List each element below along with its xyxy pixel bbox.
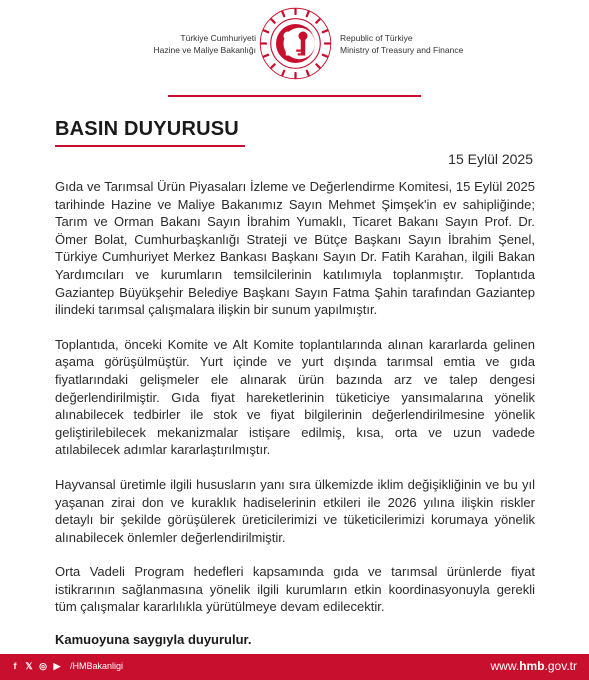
facebook-icon[interactable]: f [13,661,17,671]
header-divider [168,95,421,97]
document-date: 15 Eylül 2025 [448,151,533,167]
ministry-emblem-icon [258,6,333,81]
ministry-tr-line1: Türkiye Cumhuriyeti [180,33,256,43]
social-handle[interactable]: /HMBakanligi [70,661,124,671]
instagram-icon[interactable]: ◎ [39,661,47,671]
title-underline [55,145,245,147]
x-icon[interactable]: 𝕏 [25,661,33,671]
document-title: BASIN DUYURUSU [55,118,239,140]
ministry-en-line1: Republic of Türkiye [340,33,413,43]
ministry-name-tr [96,33,256,56]
paragraph-3: Hayvansal üretimle ilgili hususların yanı sıra ülkemizde iklim değişikliğinin ve bu yıl yaşanan zirai don ve kuraklık hadiselerinin etkileri ile 2026 yılına ilişkin riskler detaylı bir şekilde görüşülerek üreticilerimizi ve tüketicilerimizi korumaya yönelik alınabilecek önlemler değerlendirilmiştir. [55,476,535,545]
closing-statement: Kamuoyuna saygıyla duyurulur. [55,632,252,648]
site-domain: hmb [519,659,545,673]
site-prefix: www. [490,659,520,673]
paragraph-1: Gıda ve Tarımsal Ürün Piyasaları İzleme ve Değerlendirme Komitesi, 15 Eylül 2025 tarihinde Hazine ve Maliye Bakanımız Sayın Mehmet Şimşek'in ev sahipliğinde; Tarım ve Orman Bakanı Sayın İbrahim Yumaklı, Ticaret Bakanı Sayın Prof. Dr. Ömer Bolat, Cumhurbaşkanlığı Strateji ve Bütçe Başkanı Sayın İbrahim Şenel, Türkiye Cumhuriyet Merkez Bankası Başkanı Sayın Dr. Fatih Karahan, ilgili Bakan Yardımcıları ve kurumların temsilcilerinin katılımıyla toplanmıştır. Toplantıda Gaziantep Büyükşehir Belediye Başkanı Sayın Fatma Şahin tarafından Gaziantep ilindeki tarımsal çalışmalara ilişkin bir sunum yapılmıştır. [55,179,535,318]
social-links [10,660,123,672]
letterhead [0,0,589,100]
youtube-icon[interactable]: ▶ [53,661,61,671]
ministry-en-line2: Ministry of Treasury and Finance [340,44,464,55]
site-suffix: .gov.tr [544,659,577,673]
ministry-tr-line2: Hazine ve Maliye Bakanlığı [153,44,256,55]
website-link[interactable] [491,659,577,673]
ministry-name-en [340,33,510,56]
paragraph-4: Orta Vadeli Program hedefleri kapsamında gıda ve tarımsal ürünlerde fiyat istikrarının sağlanmasına yönelik ilgili kurumların etkin koordinasyonuyla gerekli tüm çalışmalar kararlılıkla yürütülmeye devam edilecektir. [55,564,535,615]
footer-bar [0,654,589,680]
paragraph-2: Toplantıda, önceki Komite ve Alt Komite toplantılarında alınan kararlarda gelinen aşama görüşülmüştür. Yurt içinde ve yurt dışında tarımsal emtia ve gıda fiyatlarındaki gelişmeler ele alınarak ürün bazında arz ve talep dengesi değerlendirilmiştir. Gıda fiyat hareketlerinin tüketiciye yansımalarına yönelik alınabilecek tedbirler ile stok ve fiyat bilgilerinin değerlendirilmesine yönelik geliştirilebilecek mekanizmalar istişare edilmiş, kısa, orta ve uzun vadede atılabilecek adımlar kararlaştırılmıştır. [55,336,535,458]
document-body [55,178,535,666]
